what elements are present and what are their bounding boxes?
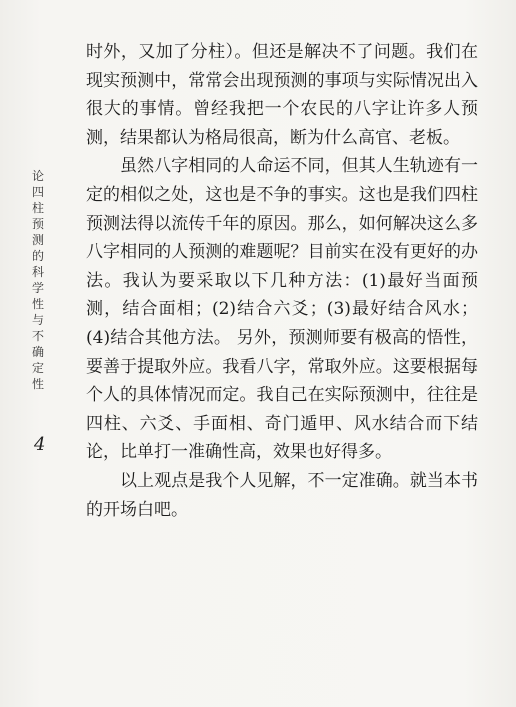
paragraph: 时外，又加了分柱）。但还是解决不了问题。我们在现实预测中，常常会出现预测的事项与实际情况出入很大的事情。曾经我把一个农民的八字让许多人预测，结果都认为格局很高，断为什么高官、老板。 (86, 42, 478, 148)
title-char: 柱 (31, 201, 44, 215)
vertical-chapter-title (30, 168, 46, 392)
title-char: 性 (31, 377, 44, 391)
paragraph: 以上观点是我个人见解，不一定准确。就当本书的开场白吧。 (86, 470, 478, 520)
title-char: 预 (31, 217, 44, 231)
page-number: 4 (34, 434, 46, 455)
title-char: 的 (31, 249, 44, 263)
title-char: 四 (31, 185, 44, 199)
title-char: 科 (31, 265, 44, 279)
paragraph: 虽然八字相同的人命运不同，但其人生轨迹有一定的相似之处，这也是不争的事实。这也是我们四柱预测法得以流传千年的原因。那么，如何解决这么多八字相同的人预测的难题呢？目前实在没有更好的办法。我认为要采取以下几种方法：(1)最好当面预测，结合面相；(2)结合六爻；(3)最好结合风水；(4)结合其他方法。 另外，预测师要有极高的悟性，要善于提取外应。我看八字，常取外应。这要根据每个人的具体情况而定。我自己在实际预测中，往往是四柱、六爻、手面相、奇门遁甲、风水结合而下结论，比单打一准确性高，效果也好得多。 (86, 156, 478, 463)
title-char: 测 (31, 233, 44, 247)
title-char: 性 (31, 297, 44, 311)
title-char: 学 (31, 281, 44, 295)
title-char: 确 (31, 345, 44, 359)
body-text (86, 38, 478, 524)
title-char: 与 (31, 313, 44, 327)
title-char: 不 (31, 329, 44, 343)
title-char: 定 (31, 361, 44, 375)
title-char: 论 (31, 169, 44, 183)
